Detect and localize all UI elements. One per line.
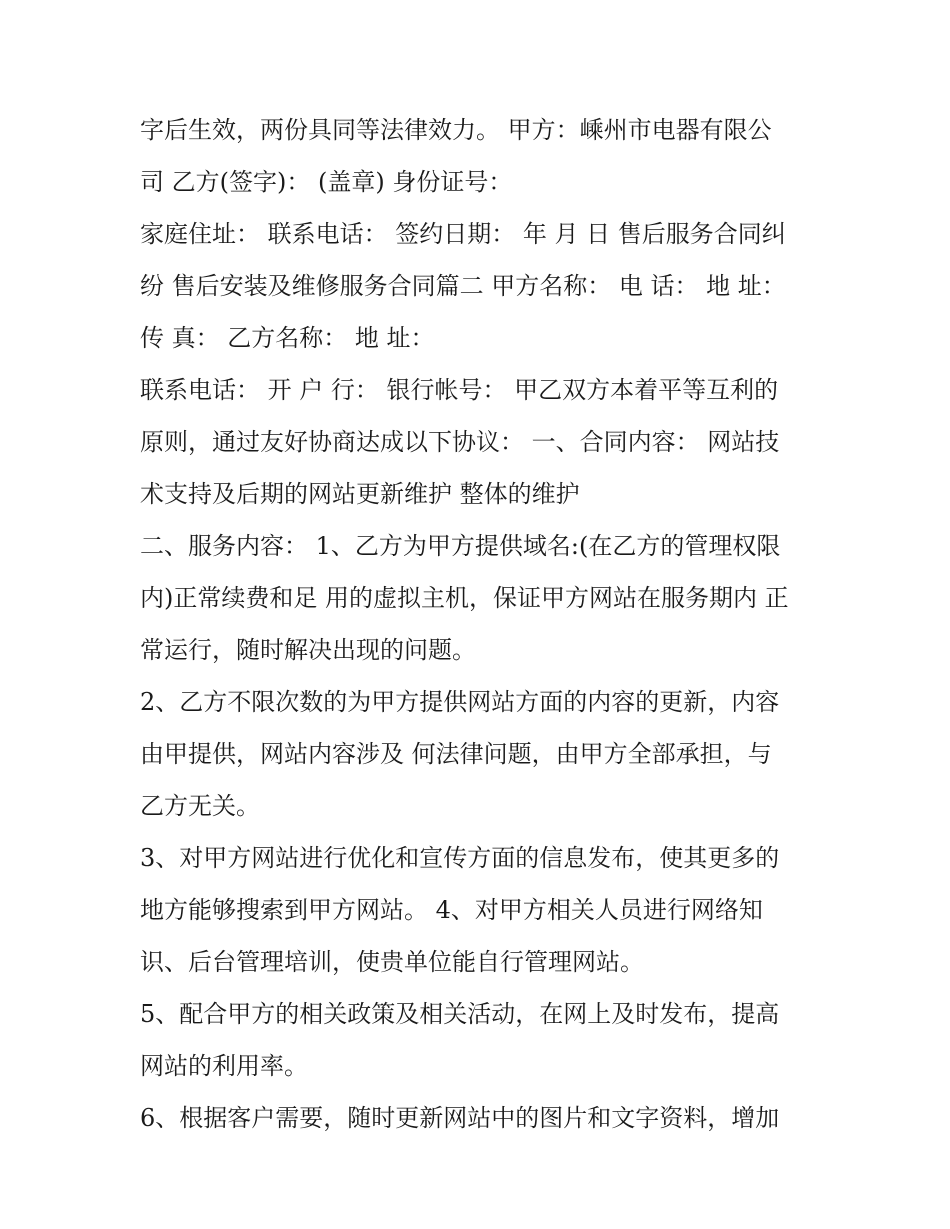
text-line-13: 由甲提供，网站内容涉及 何法律问题，由甲方全部承担，与 xyxy=(140,740,772,768)
text-line-4: 纷 售后安装及维修服务合同篇二 甲方名称： 电 话： 地 址： xyxy=(140,272,786,300)
text-line-10: 内)正常续费和足 用的虚拟主机，保证甲方网站在服务期内 正 xyxy=(140,584,789,612)
text-line-17: 识、后台管理培训，使贵单位能自行管理网站。 xyxy=(140,948,644,976)
text-line-3: 家庭住址： 联系电话： 签约日期： 年 月 日 售后服务合同纠 xyxy=(140,220,786,248)
text-line-1: 字后生效，两份具同等法律效力。 甲方：嵊州市电器有限公 xyxy=(140,116,772,144)
text-line-8: 术支持及后期的网站更新维护 整体的维护 xyxy=(140,480,580,508)
text-line-7: 原则，通过友好协商达成以下协议： 一、合同内容： 网站技 xyxy=(140,428,780,456)
text-line-9: 二、服务内容： 1、乙方为甲方提供域名:(在乙方的管理权限 xyxy=(140,532,781,560)
text-line-11: 常运行，随时解决出现的问题。 xyxy=(140,636,476,664)
text-line-18: 5、配合甲方的相关政策及相关活动，在网上及时发布，提高 xyxy=(140,1000,780,1028)
text-line-5: 传 真： 乙方名称： 地 址： xyxy=(140,324,435,352)
text-line-15: 3、对甲方网站进行优化和宣传方面的信息发布，使其更多的 xyxy=(140,844,780,872)
text-line-16: 地方能够搜索到甲方网站。 4、对甲方相关人员进行网络知 xyxy=(140,896,763,924)
document-body xyxy=(140,104,830,1144)
text-line-20: 6、根据客户需要，随时更新网站中的图片和文字资料，增加 xyxy=(140,1104,780,1132)
text-line-19: 网站的利用率。 xyxy=(140,1052,308,1080)
text-line-6: 联系电话： 开 户 行： 银行帐号： 甲乙双方本着平等互利的 xyxy=(140,376,779,404)
text-line-2: 司 乙方(签字)： (盖章) 身份证号： xyxy=(140,168,513,196)
text-line-14: 乙方无关。 xyxy=(140,792,260,820)
text-line-12: 2、乙方不限次数的为甲方提供网站方面的内容的更新，内容 xyxy=(140,688,780,716)
